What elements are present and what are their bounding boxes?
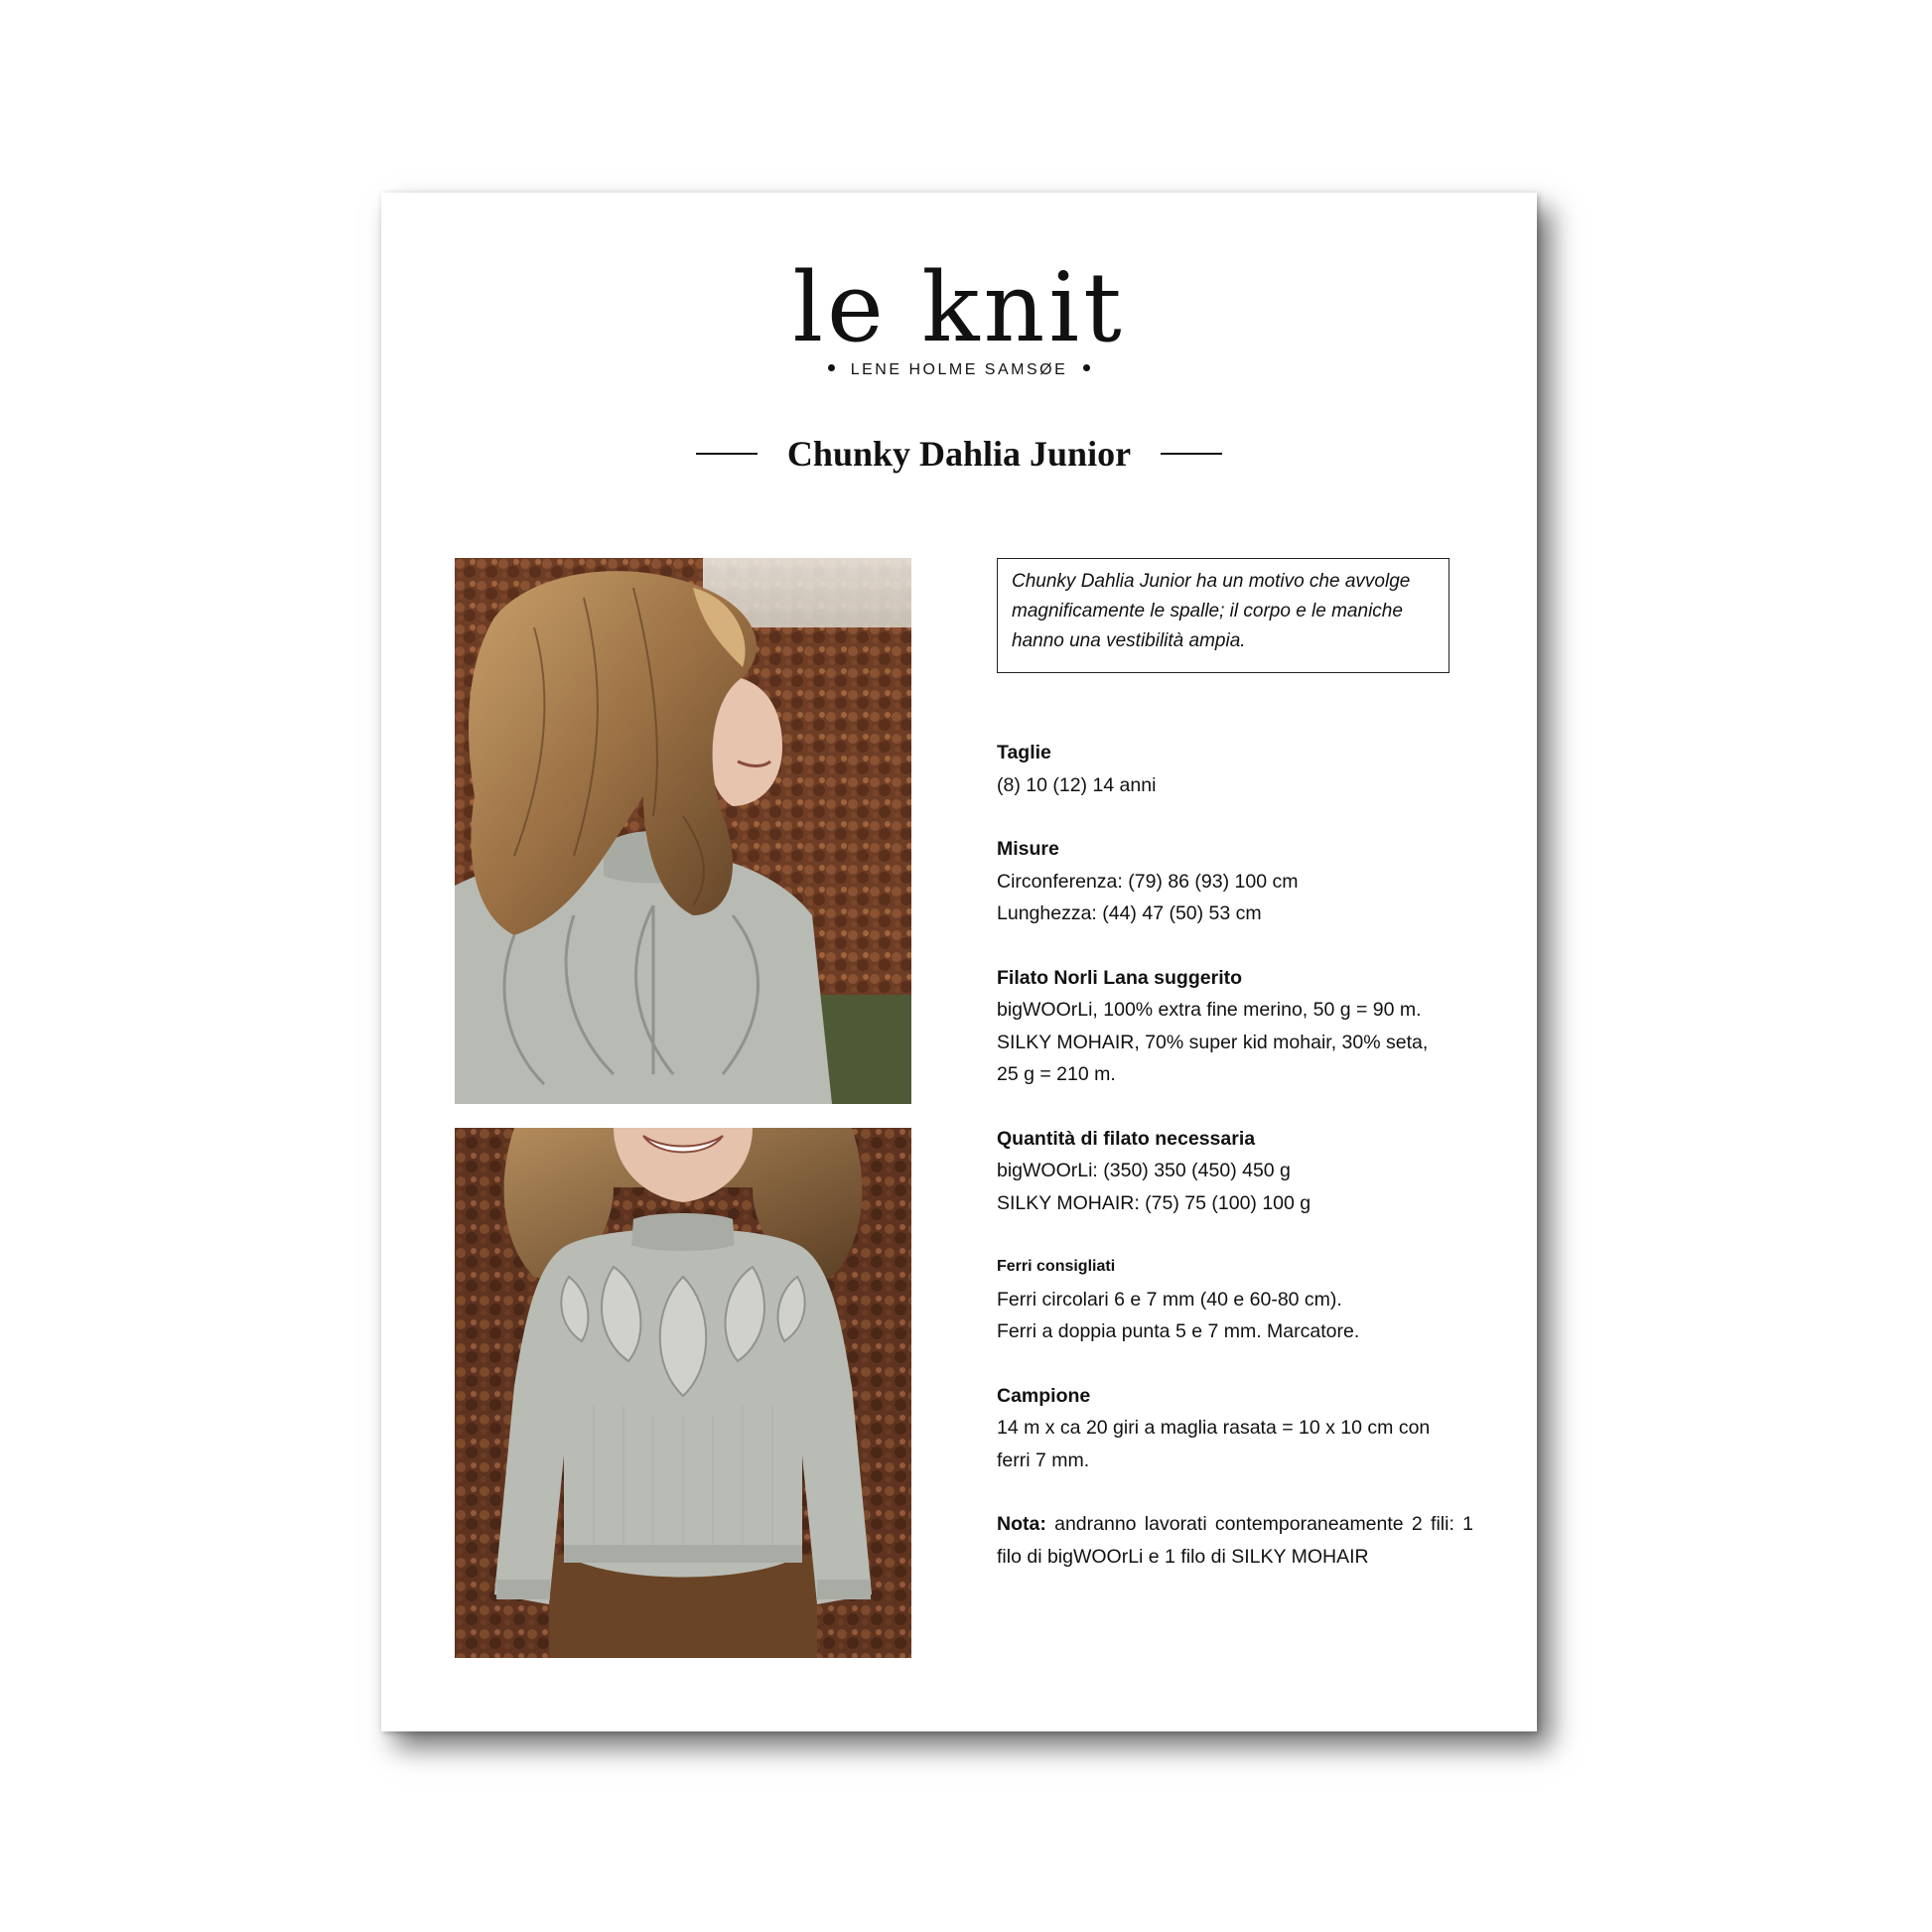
spec-line: bigWOOrLi, 100% extra fine merino, 50 g = 90 m. <box>997 999 1422 1021</box>
title-rule-right <box>1161 453 1222 455</box>
bullet-dot-right <box>1083 364 1090 371</box>
pattern-title: Chunky Dahlia Junior <box>786 434 1132 474</box>
spec-line: Ferri circolari 6 e 7 mm (40 e 60-80 cm). <box>997 1288 1342 1311</box>
spec-line: SILKY MOHAIR: (75) 75 (100) 100 g <box>997 1191 1311 1214</box>
spec-line: 25 g = 210 m. <box>997 1063 1116 1085</box>
note-body: andranno lavorati contemporaneamente 2 fili: 1 filo di bigWOOrLi e 1 filo di SILKY MOHAIR <box>997 1513 1473 1568</box>
spec-yarn-quantity <box>997 1123 1473 1220</box>
spec-heading: Ferri consigliati <box>997 1258 1116 1275</box>
spec-yarn <box>997 962 1473 1091</box>
designer-name <box>381 361 1537 379</box>
spec-heading: Quantità di filato necessaria <box>997 1127 1256 1150</box>
spec-sizes <box>997 737 1473 801</box>
pattern-page <box>381 193 1537 1731</box>
spec-line: Lunghezza: (44) 47 (50) 53 cm <box>997 902 1262 924</box>
spec-line: Circonferenza: (79) 86 (93) 100 cm <box>997 870 1299 893</box>
spec-gauge <box>997 1380 1473 1477</box>
description-box: Chunky Dahlia Junior ha un motivo che avvolge magnificamente le spalle; il corpo e le maniche hanno una vestibilità ampia. <box>997 558 1449 673</box>
spec-heading: Filato Norli Lana suggerito <box>997 966 1243 989</box>
spec-heading: Misure <box>997 838 1059 860</box>
note-label: Nota: <box>997 1513 1046 1535</box>
brand-logo: le knit <box>792 252 1126 363</box>
spec-measurements <box>997 833 1473 930</box>
photo-front <box>455 1128 911 1658</box>
spec-line: Ferri a doppia punta 5 e 7 mm. Marcatore. <box>997 1320 1360 1342</box>
spec-line: (8) 10 (12) 14 anni <box>997 773 1157 796</box>
spec-heading: Taglie <box>997 742 1051 763</box>
spec-line: SILKY MOHAIR, 70% super kid mohair, 30% seta, <box>997 1031 1429 1053</box>
designer-label: LENE HOLME SAMSØE <box>850 361 1068 378</box>
spec-note <box>997 1508 1473 1573</box>
bullet-dot-left <box>828 364 835 371</box>
pattern-specs <box>997 737 1473 1604</box>
spec-line: 14 m x ca 20 giri a maglia rasata = 10 x 10 cm con <box>997 1417 1431 1439</box>
spec-line: bigWOOrLi: (350) 350 (450) 450 g <box>997 1160 1291 1181</box>
spec-needles <box>997 1251 1473 1348</box>
note-text <box>997 1508 1473 1573</box>
spec-line: ferri 7 mm. <box>997 1449 1090 1471</box>
title-row <box>381 433 1537 475</box>
spec-heading: Campione <box>997 1384 1091 1407</box>
title-rule-left <box>696 453 758 455</box>
photo-profile <box>455 558 911 1104</box>
